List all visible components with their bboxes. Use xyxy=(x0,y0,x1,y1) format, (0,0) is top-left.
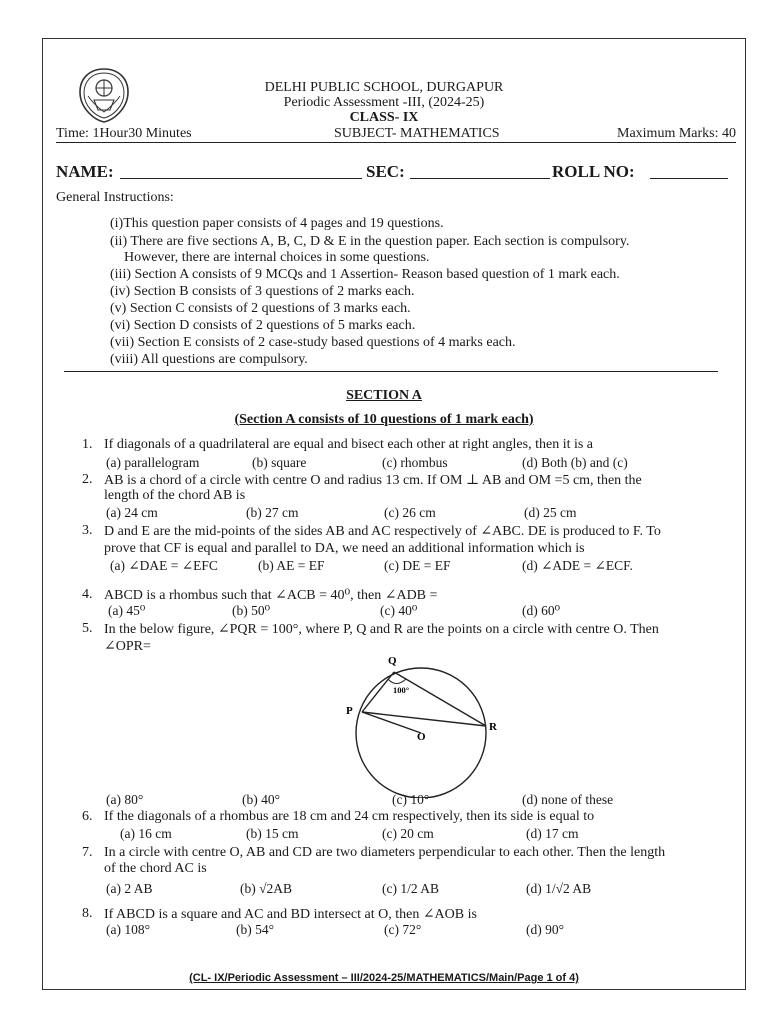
option: (c) 10° xyxy=(392,792,430,807)
option: (d) 25 cm xyxy=(524,505,577,520)
question-text: length of the chord AB is xyxy=(104,488,246,503)
question-number: 8. xyxy=(82,906,93,921)
label-p: P xyxy=(346,705,353,717)
time-label: Time: 1Hour30 Minutes xyxy=(56,126,192,141)
instruction-item: (vi) Section D consists of 2 questions of 5 marks each. xyxy=(110,318,416,333)
name-label: NAME: xyxy=(56,162,114,181)
option: (d) 60⁰ xyxy=(522,603,561,618)
option: (b) 15 cm xyxy=(246,826,299,841)
question-number: 7. xyxy=(82,845,93,860)
option: (d) 90° xyxy=(526,922,565,937)
option: (a) ∠DAE = ∠EFC xyxy=(110,558,218,573)
instruction-item: (iii) Section A consists of 9 MCQs and 1 Assertion- Reason based question of 1 mark each. xyxy=(110,267,620,282)
option: (d) 1/√2 AB xyxy=(526,881,592,896)
label-angle: 100° xyxy=(393,685,410,695)
question-text: ∠OPR= xyxy=(104,639,151,654)
option: (d) ∠ADE = ∠ECF. xyxy=(522,558,633,573)
option: (c) rhombus xyxy=(382,455,448,470)
question-number: 6. xyxy=(82,809,93,824)
option: (d) none of these xyxy=(522,792,614,807)
option: (b) AE = EF xyxy=(258,558,325,573)
question-text: of the chord AC is xyxy=(104,861,207,876)
option: (c) 72° xyxy=(384,922,422,937)
option: (d) Both (b) and (c) xyxy=(522,455,628,470)
option: (a) parallelogram xyxy=(106,455,200,470)
roll-blank[interactable] xyxy=(650,162,728,179)
option: (a) 24 cm xyxy=(106,505,158,520)
label-q: Q xyxy=(388,655,397,667)
question-text: In the below figure, ∠PQR = 100°, where P, Q and R are the points on a circle with centre O. Then xyxy=(104,622,659,637)
instruction-item: (viii) All questions are compulsory. xyxy=(110,352,308,367)
school-name: DELHI PUBLIC SCHOOL, DURGAPUR xyxy=(264,80,504,95)
question-text: In a circle with centre O, AB and CD are two diameters perpendicular to each other. Then the length xyxy=(104,845,666,860)
option: (b) 54° xyxy=(236,922,275,937)
option: (b) 40° xyxy=(242,792,281,807)
question-number: 3. xyxy=(82,523,93,538)
question-text: D and E are the mid-points of the sides AB and AC respectively of ∠ABC. DE is produced to F. To xyxy=(104,524,661,539)
option: (c) 26 cm xyxy=(384,505,436,520)
label-o: O xyxy=(417,731,426,743)
page-footer xyxy=(0,972,768,984)
max-marks-label: Maximum Marks: 40 xyxy=(617,126,736,141)
option: (c) 20 cm xyxy=(382,826,434,841)
header-info-row xyxy=(56,126,736,143)
circle-figure xyxy=(340,648,510,798)
instruction-item: (i)This question paper consists of 4 pages and 19 questions. xyxy=(110,216,444,231)
option: (b) √2AB xyxy=(240,881,293,896)
sec-blank[interactable] xyxy=(410,162,550,179)
option: (b) 27 cm xyxy=(246,505,299,520)
name-blank[interactable] xyxy=(120,162,362,179)
option: (c) 1/2 AB xyxy=(382,881,439,896)
instruction-item: (vii) Section E consists of 2 case-study based questions of 4 marks each. xyxy=(110,335,516,350)
class-title: CLASS- IX xyxy=(349,110,419,125)
angle-arc xyxy=(388,679,406,684)
option: (d) 17 cm xyxy=(526,826,579,841)
option: (a) 16 cm xyxy=(120,826,172,841)
student-details-row xyxy=(56,162,736,184)
question-text: If diagonals of a quadrilateral are equal and bisect each other at right angles, then it is a xyxy=(104,437,594,452)
line-pq xyxy=(362,672,394,712)
option: (b) square xyxy=(252,455,307,470)
instruction-item: (iv) Section B consists of 3 questions of 2 marks each. xyxy=(110,284,415,299)
question-text: If ABCD is a square and AC and BD intersect at O, then ∠AOB is xyxy=(104,907,477,922)
divider xyxy=(64,371,718,372)
option: (c) DE = EF xyxy=(384,558,451,573)
sec-label: SEC: xyxy=(366,162,405,181)
option: (a) 80° xyxy=(106,792,144,807)
option: (a) 2 AB xyxy=(106,881,153,896)
footer-text: (CL- IX/Periodic Assessment – III/2024-25/MATHEMATICS/Main/Page 1 of 4) xyxy=(189,972,579,984)
question-text: AB is a chord of a circle with centre O and radius 13 cm. If OM ⊥ AB and OM =5 cm, then the xyxy=(104,473,642,488)
instruction-item: However, there are internal choices in some questions. xyxy=(124,250,430,265)
instruction-item: (ii) There are five sections A, B, C, D & E in the question paper. Each section is compulsory. xyxy=(110,234,630,249)
assessment-title: Periodic Assessment -III, (2024-25) xyxy=(283,95,485,110)
question-number: 4. xyxy=(82,587,93,602)
roll-label: ROLL NO: xyxy=(552,162,635,181)
subject-label: SUBJECT- MATHEMATICS xyxy=(334,126,500,141)
question-text: prove that CF is equal and parallel to DA, we need an additional information which is xyxy=(104,541,585,556)
option: (a) 108° xyxy=(106,922,151,937)
instructions-title: General Instructions: xyxy=(56,190,174,205)
question-number: 2. xyxy=(82,472,93,487)
label-r: R xyxy=(489,721,497,733)
section-subtitle: (Section A consists of 10 questions of 1 mark each) xyxy=(234,412,534,427)
instruction-item: (v) Section C consists of 2 questions of 3 marks each. xyxy=(110,301,411,316)
question-number: 1. xyxy=(82,437,93,452)
option: (b) 50⁰ xyxy=(232,603,271,618)
question-number: 5. xyxy=(82,621,93,636)
question-text: ABCD is a rhombus such that ∠ACB = 40⁰, then ∠ADB = xyxy=(104,588,438,603)
line-qr xyxy=(394,672,486,726)
option: (a) 45⁰ xyxy=(108,603,146,618)
question-text: If the diagonals of a rhombus are 18 cm and 24 cm respectively, then its side is equal to xyxy=(104,809,595,824)
section-title: SECTION A xyxy=(346,388,422,403)
option: (c) 40⁰ xyxy=(380,603,418,618)
